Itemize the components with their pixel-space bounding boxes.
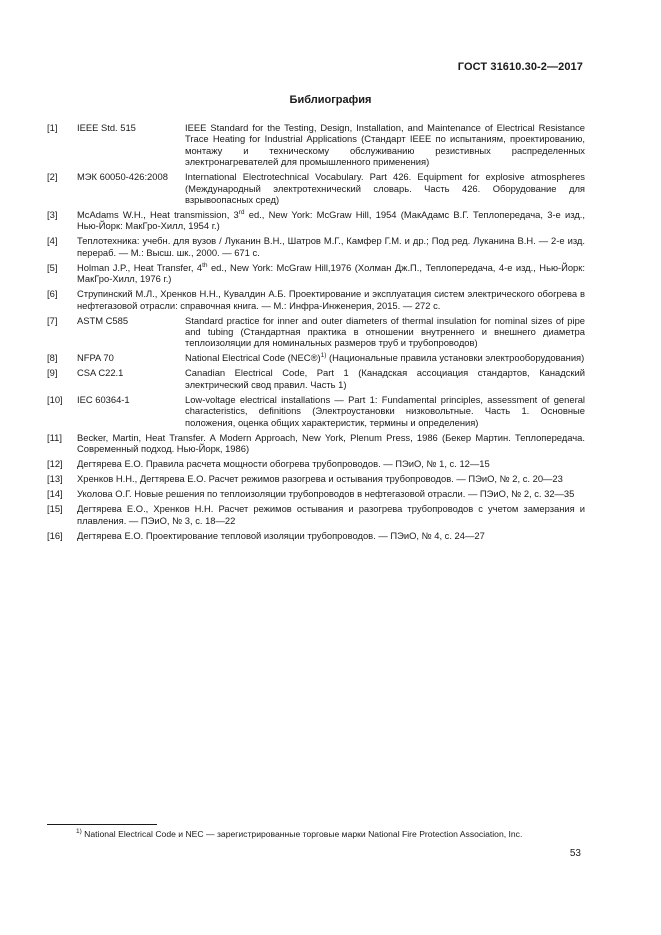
reference-code: CSA C22.1 [77,367,124,379]
reference-text: Дегтярева Е.О., Хренков Н.Н. Расчет режимов остывания и разогрева трубопроводов с учетом замерзания и плавления. — ПЭиО, № 3, с. 18—22 [77,503,585,526]
reference-text: McAdams W.H., Heat transmission, 3rd ed., New York: McGraw Hill, 1954 (МакАдамс В.Г. Теплопередача, 3-е изд., Нью-Йорк: МакГро-Хилл, 1954 г.) [77,208,585,232]
reference-text: Becker, Martin, Heat Transfer. A Modern Approach, New York, Plenum Press, 1986 (Бекер Мартин. Теплопередача. Современный подход. Нью-Йорк, 1986) [77,431,585,455]
reference-text: Low-voltage electrical installations — Part 1: Fundamental principles, assessment of general characteristics, definitions (Электроустановки низковольтные. Часть 1. Основные положения, оценка общих характеристик, термины и определения) [185,393,585,428]
reference-number: [8] [47,352,58,364]
reference-text: Хренков Н.Н., Дегтярева Е.О. Расчет режимов разогрева и остывания трубопроводов. — ПЭиО, № 2, с. 20—23 [77,473,563,485]
footnote-marker: 1) [76,828,82,836]
reference-number: [14] [47,488,63,500]
superscript: rd [238,208,245,216]
document-code: ГОСТ 31610.30-2—2017 [457,61,583,73]
reference-number: [7] [47,314,58,326]
footnote-text: National Electrical Code и NEC — зарегистрированные торговые марки National Fire Protection Association, Inc. [81,829,523,839]
reference-item [47,209,585,232]
footnote [76,829,586,840]
reference-text: National Electrical Code (NEC®)$^{1)}$ (Национальные правила установки электрооборудования) [185,352,585,364]
reference-item [47,235,585,258]
reference-item [47,262,585,285]
reference-number: [1] [47,122,58,133]
reference-item [47,473,585,484]
reference-text: Standard practice for inner and outer diameters of thermal insulation for nominal sizes of pipe and tubing (Стандартная практика в отношении внутреннего и внешнего диаметра теплоизоляции для номинальных размеров труб и трубопроводов) [185,314,585,349]
reference-text: Дегтярева Е.О. Правила расчета мощности обогрева трубопроводов. — ПЭиО, № 1, с. 12—15 [77,458,490,470]
reference-item [47,122,585,168]
reference-number: [13] [47,473,63,485]
reference-number: [5] [47,261,58,273]
reference-number: [12] [47,458,63,470]
reference-number: [3] [47,209,58,221]
reference-text: Струпинский М.Л., Хренков Н.Н., Кувалдин А.Б. Проектирование и эксплуатация систем электрического обогрева в нефтегазовой отрасли: справочная книга. — М.: Инфра-Инженерия, 2015. — 272 с. [77,288,585,311]
reference-item [47,171,585,205]
reference-item [47,352,585,363]
footnote-divider [47,824,157,825]
reference-code: ASTM C585 [77,314,129,326]
reference-text: Дегтярева Е.О. Проектирование тепловой изоляции трубопроводов. — ПЭиО, № 4, с. 24—27 [77,529,485,541]
reference-code: NFPA 70 [77,352,114,364]
bibliography-list [47,122,585,545]
reference-code: МЭК 60050-426:2008 [77,171,168,183]
reference-text: Holman J.P., Heat Transfer, 4th ed., New York: McGraw Hill,1976 (Холман Дж.П., Теплопередача, 4-е изд., Нью-Йорк: МакГро-Хилл, 1976 г.) [77,261,585,285]
reference-item [47,458,585,469]
reference-number: [16] [47,529,63,541]
reference-number: [9] [47,367,58,379]
page-number: 53 [569,848,581,859]
reference-item [47,432,585,455]
reference-item [47,367,585,390]
reference-number: [6] [47,288,58,300]
reference-item [47,394,585,428]
superscript: th [202,261,208,269]
reference-text: IEEE Standard for the Testing, Design, Installation, and Maintenance of Electrical Resistance Trace Heating for Industrial Applications (Стандарт IEEE по испытаниям, проектированию, монтажу и техническому обслуживанию резистивных распределенных электронагревателей для промышленного применения) [185,122,585,168]
reference-number: [4] [47,235,58,247]
reference-text: Canadian Electrical Code, Part 1 (Канадская ассоциация стандартов, Канадский электрический свод правил. Часть 1) [185,367,585,390]
reference-text: Уколова О.Г. Новые решения по теплоизоляции трубопроводов в нефтегазовой отрасли. — ПЭиО, № 2, с. 32—35 [77,488,575,500]
reference-number: [10] [47,393,63,405]
reference-item [47,503,585,526]
reference-item [47,315,585,349]
reference-text: Теплотехника: учебн. для вузов / Луканин В.Н., Шатров М.Г., Камфер Г.М. и др.; Под ред. Луканина В.Н. — 2-е изд. перераб. — М.: Высш. шк., 2000. — 671 с. [77,235,585,258]
reference-number: [11] [47,431,62,443]
reference-text: International Electrotechnical Vocabulary. Part 426. Equipment for explosive atmospheres (Международный электротехнический словарь. Часть 426. Оборудование для взрывоопасных сред) [185,171,585,206]
reference-item [47,488,585,499]
reference-item [47,530,585,541]
reference-code: IEC 60364-1 [77,393,130,405]
page-title: Библиография [289,94,372,106]
reference-number: [2] [47,171,58,183]
reference-number: [15] [47,503,63,515]
footnote-marker: 1) [320,352,327,360]
reference-code: IEEE Std. 515 [77,122,136,133]
reference-item [47,288,585,311]
